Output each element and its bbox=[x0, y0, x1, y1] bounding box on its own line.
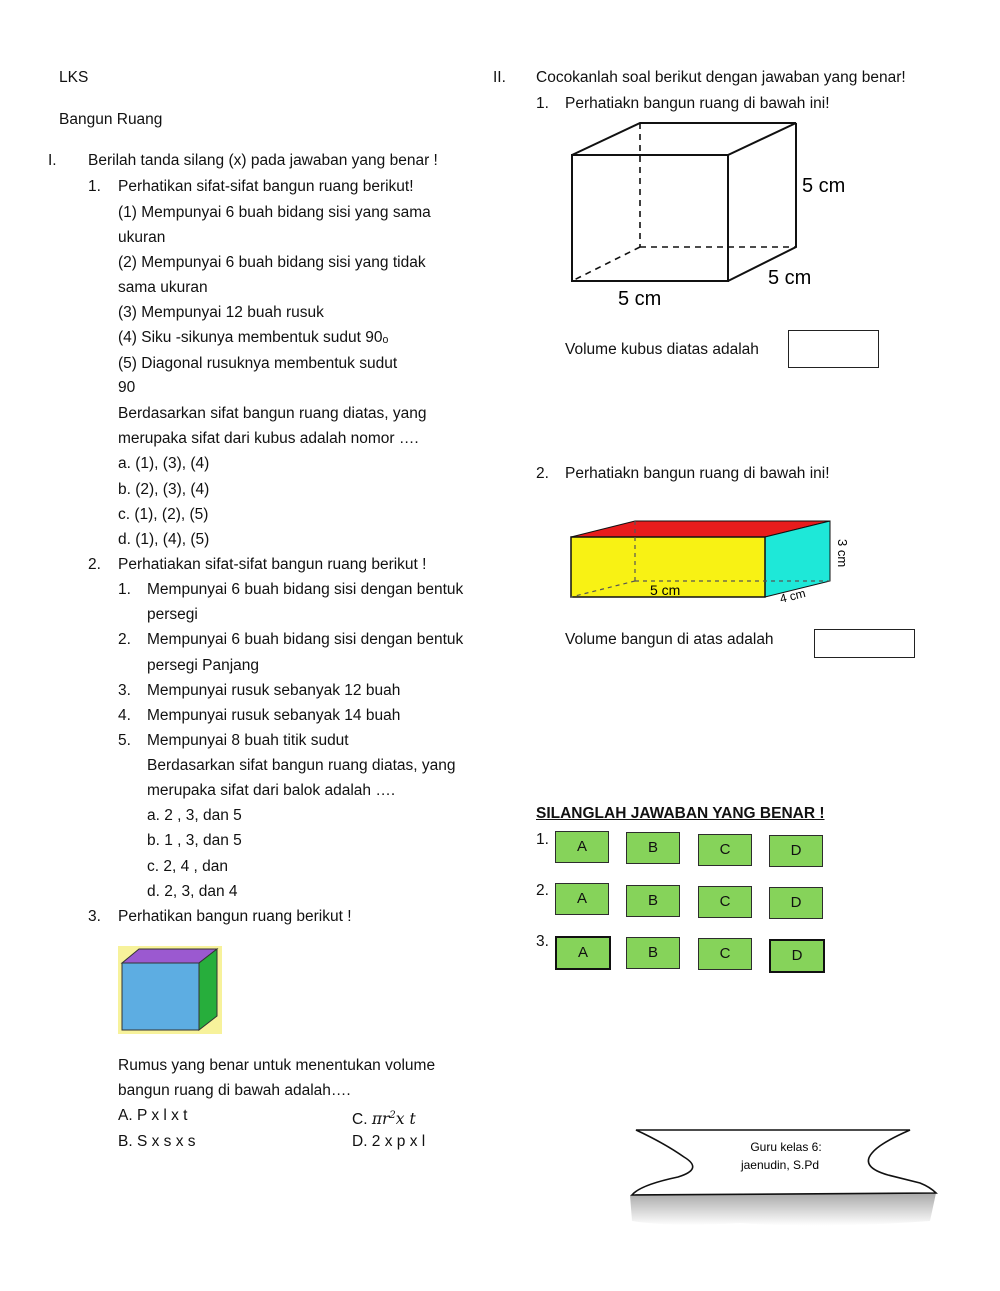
answer-option-1d[interactable]: D bbox=[769, 835, 823, 867]
q2-item-number: 5. bbox=[118, 732, 131, 749]
banner-line-1: Guru kelas 6: bbox=[750, 1140, 822, 1154]
q1-prop-line: sama ukuran bbox=[118, 279, 208, 296]
q2-option-c: c. 2, 4 , dan bbox=[147, 858, 228, 875]
q1-question-line: merupaka sifat dari kubus adalah nomor …. bbox=[118, 430, 419, 447]
q2-item-number: 4. bbox=[118, 707, 131, 724]
q1-prop-line: (3) Mempunyai 12 buah rusuk bbox=[118, 304, 324, 321]
cuboid-length-label: 5 cm bbox=[650, 582, 681, 598]
q3-option-c bbox=[352, 1106, 416, 1130]
cube-volume-question: Volume kubus diatas adalah bbox=[565, 341, 759, 358]
q2-item-text: Mempunyai rusuk sebanyak 12 buah bbox=[147, 682, 401, 699]
cuboid-height-label: 3 cm bbox=[835, 539, 850, 568]
answer-row-number: 2. bbox=[536, 882, 549, 899]
q2-item-text: persegi bbox=[147, 606, 198, 623]
answer-option-1a[interactable]: A bbox=[555, 831, 609, 863]
q1-prompt: Perhatikan sifat-sifat bangun ruang berikut! bbox=[118, 178, 414, 195]
answer-option-3b[interactable]: B bbox=[626, 937, 680, 969]
q3-question-line: Rumus yang benar untuk menentukan volume bbox=[118, 1057, 436, 1074]
answer-option-2d[interactable]: D bbox=[769, 887, 823, 919]
q1-option-b: b. (2), (3), (4) bbox=[118, 481, 210, 498]
q2-option-a: a. 2 , 3, dan 5 bbox=[147, 807, 242, 824]
cuboid-volume-question: Volume bangun di atas adalah bbox=[565, 631, 774, 648]
q2-item-text: persegi Panjang bbox=[147, 657, 260, 674]
q2-item-number: 3. bbox=[118, 682, 131, 699]
q1-number: 1. bbox=[88, 178, 101, 195]
answer-option-1b[interactable]: B bbox=[626, 832, 680, 864]
cube-right-edges bbox=[728, 123, 796, 281]
answer-option-2b[interactable]: B bbox=[626, 885, 680, 917]
q1-prop-line: (5) Diagonal rusuknya membentuk sudut bbox=[118, 355, 398, 372]
q3-option-a: A. P x l x t bbox=[118, 1107, 188, 1124]
q1-option-a: a. (1), (3), (4) bbox=[118, 455, 210, 472]
q2-question-line: Berdasarkan sifat bangun ruang diatas, yang bbox=[147, 757, 456, 774]
q2-item-number: 2. bbox=[118, 631, 131, 648]
q3-option-c-label: C. bbox=[352, 1111, 368, 1129]
q1-prop-line: (1) Mempunyai 6 buah bidang sisi yang sama bbox=[118, 204, 431, 221]
q2-item-number: 1. bbox=[118, 581, 131, 598]
q1-prop-line: ukuran bbox=[118, 229, 166, 246]
cuboid-diagram bbox=[565, 515, 865, 610]
q2-prompt: Perhatiakan sifat-sifat bangun ruang berikut ! bbox=[118, 556, 427, 573]
cube-front-edges bbox=[572, 155, 728, 281]
answer-option-2c[interactable]: C bbox=[698, 886, 752, 918]
teacher-banner bbox=[620, 1125, 950, 1235]
q2-item-text: Mempunyai 8 buah titik sudut bbox=[147, 732, 349, 749]
q2-option-d: d. 2, 3, dan 4 bbox=[147, 883, 238, 900]
cube-front-face bbox=[122, 963, 199, 1030]
section-1-numeral: I. bbox=[48, 152, 57, 169]
s2-q1-number: 1. bbox=[536, 95, 549, 112]
q2-number: 2. bbox=[88, 556, 101, 573]
q1-option-d: d. (1), (4), (5) bbox=[118, 531, 210, 548]
cube-wireframe-diagram bbox=[560, 115, 880, 310]
cube-height-label: 5 cm bbox=[802, 175, 846, 197]
answer-option-3a[interactable]: A bbox=[555, 936, 611, 970]
cube-volume-answer-box[interactable] bbox=[788, 330, 879, 368]
q2-item-text: Mempunyai rusuk sebanyak 14 buah bbox=[147, 707, 401, 724]
q2-item-text: Mempunyai 6 buah bidang sisi dengan bentuk bbox=[147, 581, 464, 598]
q1-option-c: c. (1), (2), (5) bbox=[118, 506, 209, 523]
answer-option-3d[interactable]: D bbox=[769, 939, 825, 973]
section-1-instruction: Berilah tanda silang (x) pada jawaban yang benar ! bbox=[88, 152, 438, 169]
q3-option-d: D. 2 x p x l bbox=[352, 1133, 426, 1150]
cuboid-volume-answer-box[interactable] bbox=[814, 629, 915, 658]
cube-depth-label: 5 cm bbox=[768, 267, 812, 289]
s2-q2-prompt: Perhatiakn bangun ruang di bawah ini! bbox=[565, 465, 830, 482]
cube-3d-illustration bbox=[118, 946, 222, 1034]
doc-title: LKS bbox=[59, 69, 89, 86]
cube-top-edges bbox=[572, 123, 796, 155]
q2-question-line: merupaka sifat dari balok adalah …. bbox=[147, 782, 396, 799]
q3-number: 3. bbox=[88, 908, 101, 925]
section-2-numeral: II. bbox=[493, 69, 506, 86]
q2-option-b: b. 1 , 3, dan 5 bbox=[147, 832, 242, 849]
q2-item-text: Mempunyai 6 buah bidang sisi dengan bentuk bbox=[147, 631, 464, 648]
doc-subtitle: Bangun Ruang bbox=[59, 111, 163, 128]
pi-r-squared-t-formula: $\pi r^2x$ t bbox=[371, 1110, 416, 1129]
cube-side-face bbox=[199, 949, 217, 1030]
q1-prop-line: (2) Mempunyai 6 buah bidang sisi yang tidak bbox=[118, 254, 426, 271]
q3-prompt: Perhatikan bangun ruang berikut ! bbox=[118, 908, 352, 925]
answer-option-2a[interactable]: A bbox=[555, 883, 609, 915]
answer-option-1c[interactable]: C bbox=[698, 834, 752, 866]
s2-q1-prompt: Perhatiakn bangun ruang di bawah ini! bbox=[565, 95, 830, 112]
answer-grid-title: SILANGLAH JAWABAN YANG BENAR ! bbox=[536, 805, 825, 822]
cuboid-width-label: 4 cm bbox=[778, 586, 807, 606]
q3-question-line: bangun ruang di bawah adalah…. bbox=[118, 1082, 351, 1099]
answer-row-number: 1. bbox=[536, 831, 549, 848]
cube-width-label: 5 cm bbox=[618, 288, 662, 310]
s2-q2-number: 2. bbox=[536, 465, 549, 482]
cube-hidden-edge bbox=[572, 247, 640, 281]
answer-row-number: 3. bbox=[536, 933, 549, 950]
q1-question-line: Berdasarkan sifat bangun ruang diatas, yang bbox=[118, 405, 427, 422]
q3-option-b: B. S x s x s bbox=[118, 1133, 196, 1150]
q1-prop-line: (4) Siku -sikunya membentuk sudut 90ₒ bbox=[118, 329, 389, 346]
q1-prop-line: 90 bbox=[118, 379, 136, 396]
section-2-instruction: Cocokanlah soal berikut dengan jawaban yang benar! bbox=[536, 69, 906, 86]
banner-line-2: jaenudin, S.Pd bbox=[740, 1158, 820, 1172]
answer-option-3c[interactable]: C bbox=[698, 938, 752, 970]
